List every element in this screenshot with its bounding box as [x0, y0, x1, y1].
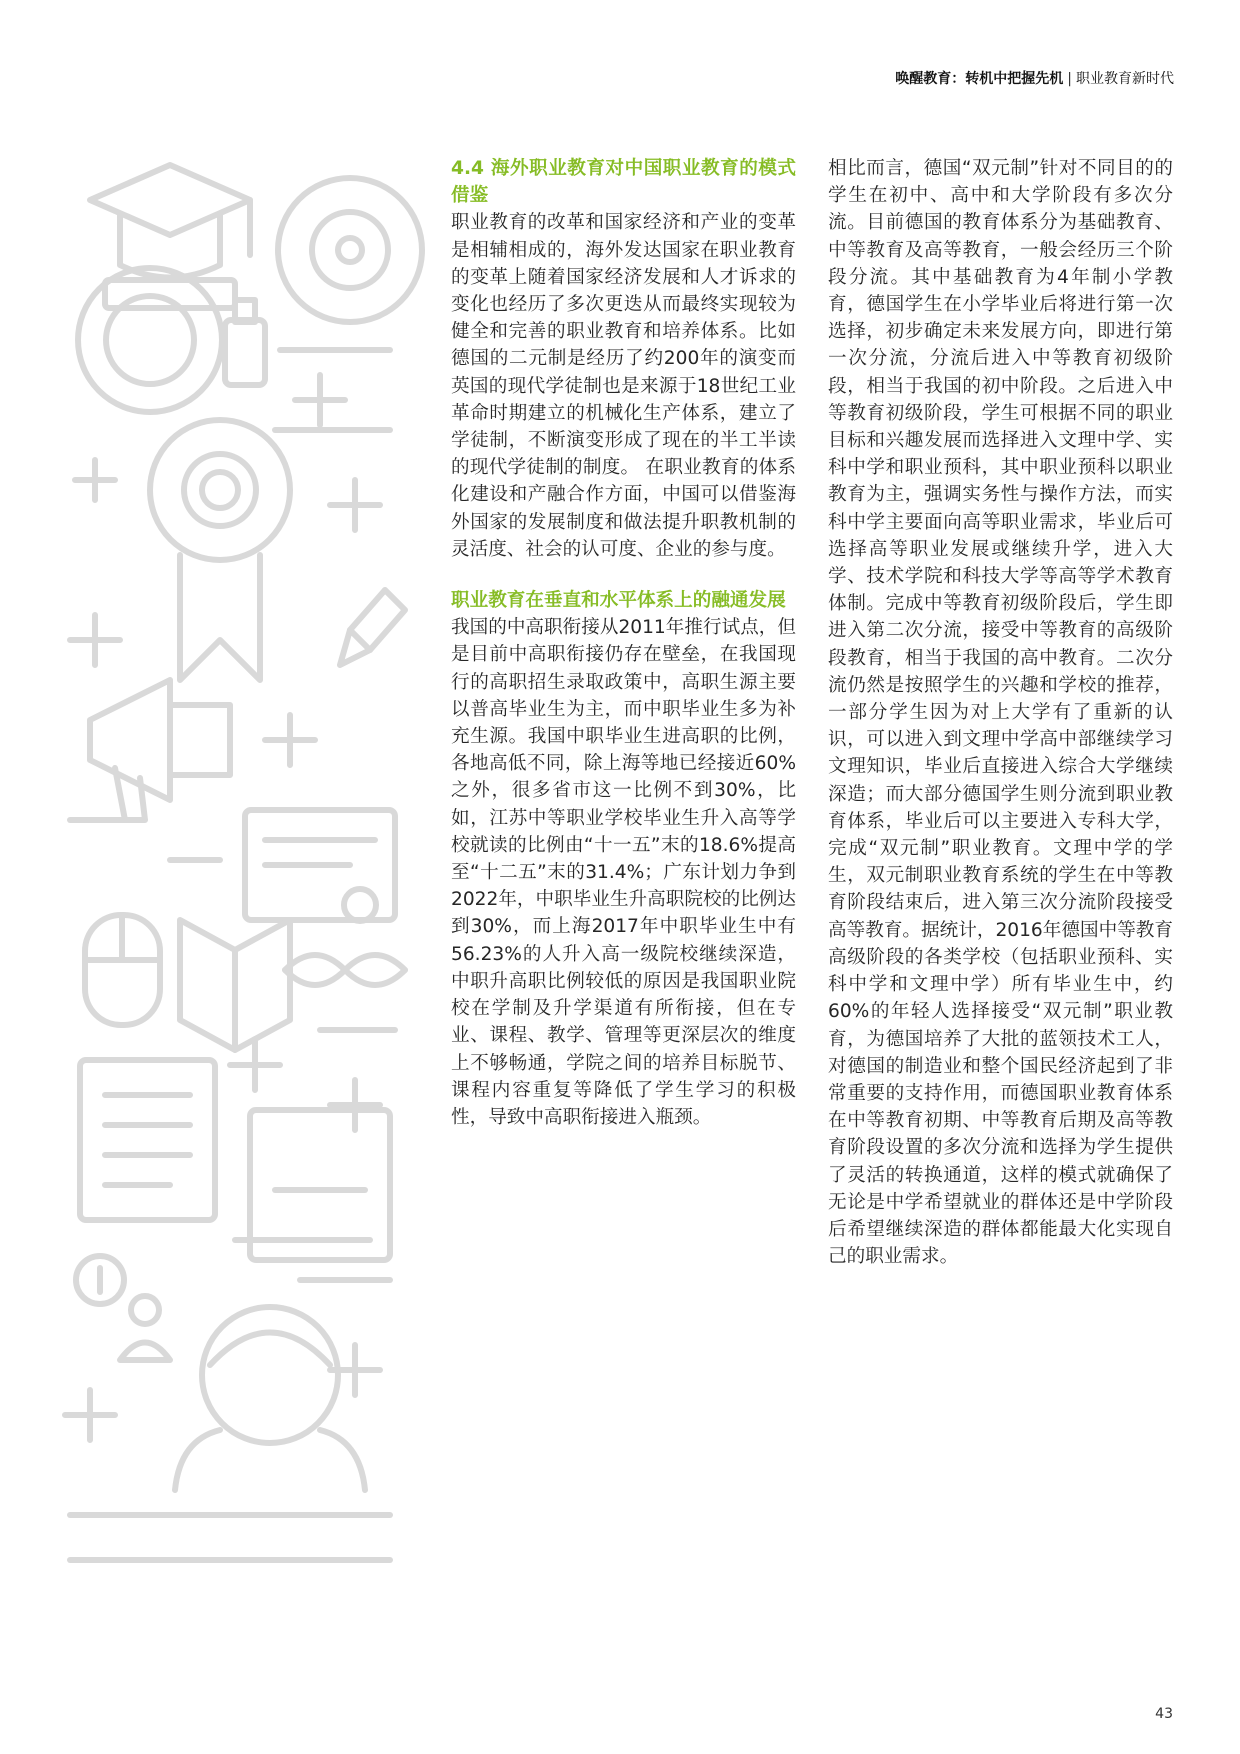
megaphone-icon: [90, 680, 230, 820]
disc-icon: [278, 178, 422, 322]
plus-icon: [330, 1080, 380, 1130]
mouse-icon: [85, 915, 160, 1025]
left-column: [451, 155, 796, 1131]
graduation-cap-icon: [90, 165, 250, 308]
subsection-heading: 职业教育在垂直和水平体系上的融通发展: [451, 590, 786, 612]
dna-icon: [285, 955, 405, 985]
section-title: 职业教育新时代: [1076, 71, 1174, 87]
user-icon: [120, 1296, 170, 1360]
notebook-icon: [80, 1060, 215, 1220]
plus-icon: [330, 480, 380, 530]
plus-icon: [70, 615, 120, 665]
body-paragraph: 职业教育的改革和国家经济和产业的变革是相辅相成的，海外发达国家在职业教育的变革上随着国家经济发展和人才诉求的变化也经历了多次更迭从而最终实现较为健全和完善的职业教育和培养体系。比如德国的二元制是经历了约200年的演变而英国的现代学徒制也是来源于18世纪工业革命时期建立的机械化生产体系，建立了学徒制，不断演变形成了现在的半工半读的现代学徒制的制度。 在职业教育的体系化建设和产融合作方面，中国可以借鉴海外国家的发展制度和做法提升职教机制的灵活度、社会的认可度、企业的参与度。: [451, 212, 796, 560]
plus-icon: [265, 715, 315, 765]
certificate-icon: [245, 810, 395, 921]
report-title: 唤醒教育：转机中把握先机: [895, 71, 1064, 87]
stack-base-icon: [70, 1515, 390, 1560]
book-icon: [180, 920, 290, 1050]
pencil-icon: [340, 590, 405, 665]
usb-icon: [225, 300, 265, 385]
body-paragraph: 相比而言，德国“双元制”针对不同目的的学生在初中、高中和大学阶段有多次分流。目前德国的教育体系分为基础教育、中等教育及高等教育，一般会经历三个阶段分流。其中基础教育为4年制小学教育，德国学生在小学毕业后将进行第一次选择，初步确定未来发展方向，即进行第一次分流，分流后进入中等教育初级阶段，相当于我国的初中阶段。之后进入中等教育初级阶段，学生可根据不同的职业目标和兴趣发展而选择进入文理中学、实科中学和职业预科，其中职业预科以职业教育为主，强调实务性与操作方法，而实科中学主要面向高等职业需求，毕业后可选择高等职业发展或继续升学，进入大学、技术学院和科技大学等高等学术教育体制。完成中等教育初级阶段后，学生即进入第二次分流，接受中等教育的高级阶段教育，相当于我国的高中教育。二次分流仍然是按照学生的兴趣和学校的推荐，一部分学生因为对上大学有了重新的认识，可以进入到文理中学高中部继续学习文理知识，毕业后直接进入综合大学继续深造；而大部分德国学生则分流到职业教育体系，毕业后可以主要进入专科大学，完成“双元制”职业教育。文理中学的学生，双元制职业教育系统的学生在中等教育阶段结束后，进入第三次分流阶段接受高等教育。据统计，2016年德国中等教育高级阶段的各类学校（包括职业预科、实科中学和文理中学）所有毕业生中，约60%的年轻人选择接受“双元制”职业教育，为德国培养了大批的蓝领技术工人，对德国的制造业和整个国民经济起到了非常重要的支持作用，而德国职业教育体系在中等教育初期、中等教育后期及高等教育阶段设置的多次分流和选择为学生提供了灵活的转换通道，这样的模式就确保了无论是中学希望就业的群体还是中学阶段后希望继续深造的群体都能最大化实现自己的职业需求。: [828, 158, 1173, 1268]
page-number: 43: [1155, 1706, 1173, 1722]
plus-icon: [65, 1390, 115, 1440]
badge-icon: [78, 268, 222, 412]
body-paragraph: 我国的中高职衔接从2011年推行试点，但是目前中高职衔接仍存在壁垒，在我国现行的高职招生录取政策中，高职生源主要以普高毕业生为主，而中职毕业生多为补充生源。我国中职毕业生进高职的比例，各地高低不同，除上海等地已经接近60%之外，很多省市这一比例不到30%，比如，江苏中等职业学校毕业生升入高等学校就读的比例由“十一五”末的18.6%提高至“十二五”末的31.4%；广东计划力争到2022年，中职毕业生升高职院校的比例达到30%，而上海2017年中职毕业生中有56.23%的人升入高一级院校继续深造，中职升高职比例较低的原因是我国职业院校在学制及升学渠道有所衔接，但在专业、课程、教学、管理等更深层次的维度上不够畅通，学院之间的培养目标脱节、课程内容重复等降低了学生学习的积极性，导致中高职衔接进入瓶颈。: [451, 617, 796, 1128]
money-icon: [76, 1256, 124, 1304]
right-column: [828, 155, 1173, 1270]
section-heading-4-4: 4.4 海外职业教育对中国职业教育的模式借鉴: [451, 158, 796, 207]
running-header: [895, 68, 1174, 88]
education-icons-illustration: [60, 160, 430, 1700]
plus-icon: [295, 375, 345, 425]
award-ribbon-icon: [150, 420, 290, 680]
header-separator: |: [1067, 71, 1072, 87]
plus-icon: [75, 460, 115, 500]
graduate-person-icon: [175, 1307, 365, 1490]
